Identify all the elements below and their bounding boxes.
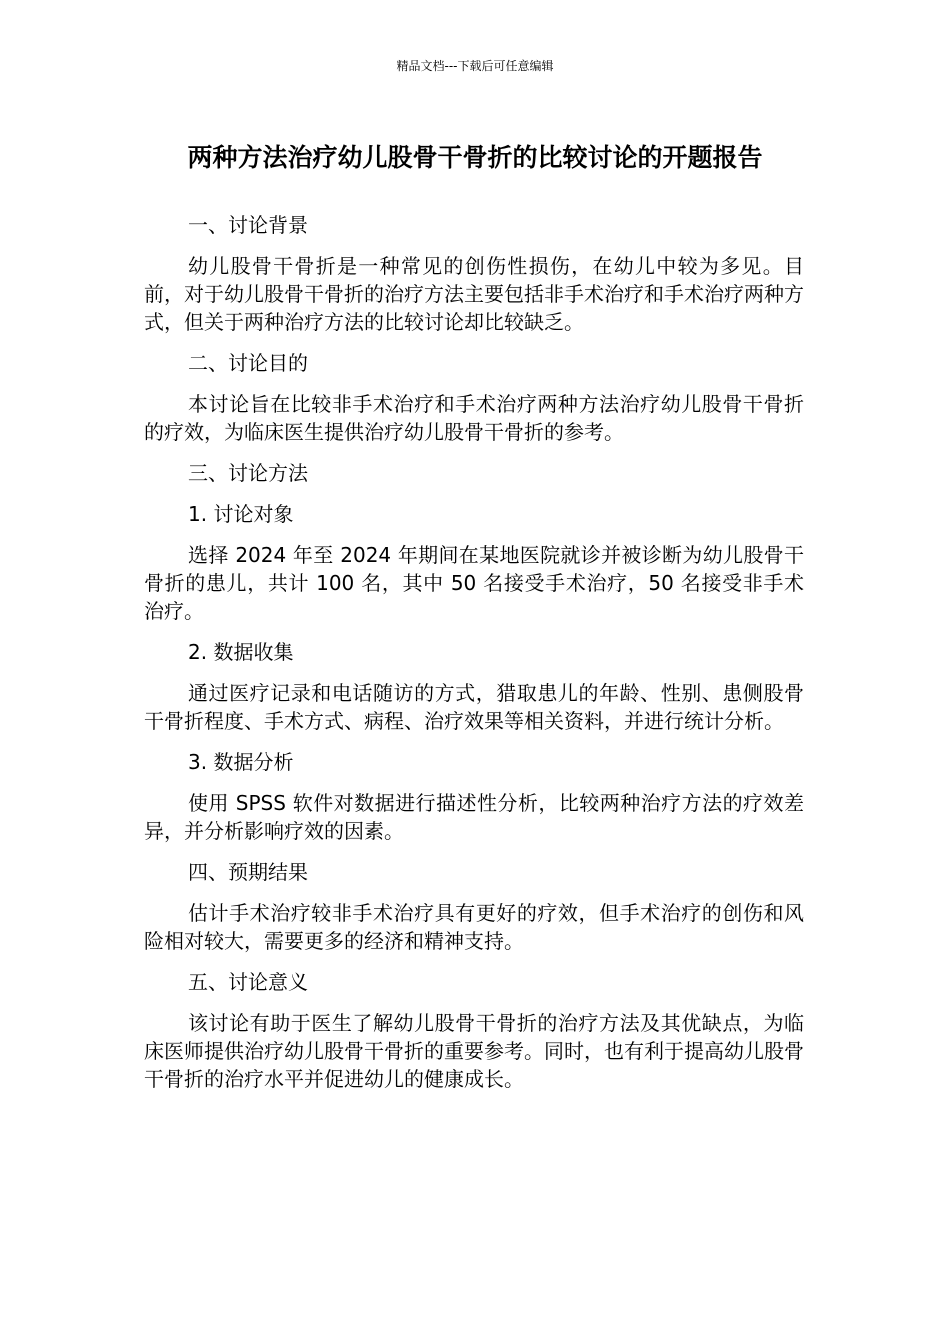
subheading-collection: 2. 数据收集 [188, 640, 294, 664]
section-heading-purpose: 二、讨论目的 [188, 351, 308, 375]
paragraph-significance: 该讨论有助于医生了解幼儿股骨干骨折的治疗方法及其优缺点，为临床医师提供治疗幼儿股骨干骨折的重要参考。同时，也有利于提高幼儿股骨干骨折的治疗水平并促进幼儿的健康成长。 [144, 1011, 804, 1091]
paragraph-results: 估计手术治疗较非手术治疗具有更好的疗效，但手术治疗的创伤和风险相对较大，需要更多的经济和精神支持。 [144, 901, 804, 953]
header-note: 精品文档---下载后可任意编辑 [396, 59, 554, 73]
document-title: 两种方法治疗幼儿股骨干骨折的比较讨论的开题报告 [187, 143, 763, 172]
paragraph-collection: 通过医疗记录和电话随访的方式，猎取患儿的年龄、性别、患侧股骨干骨折程度、手术方式、病程、治疗效果等相关资料，并进行统计分析。 [144, 681, 804, 733]
paragraph-subjects: 选择 2024 年至 2024 年期间在某地医院就诊并被诊断为幼儿股骨干骨折的患儿，共计 100 名，其中 50 名接受手术治疗，50 名接受非手术治疗。 [144, 543, 804, 623]
section-heading-background: 一、讨论背景 [188, 213, 308, 237]
paragraph-background: 幼儿股骨干骨折是一种常见的创伤性损伤，在幼儿中较为多见。目前，对于幼儿股骨干骨折的治疗方法主要包括非手术治疗和手术治疗两种方式，但关于两种治疗方法的比较讨论却比较缺乏。 [144, 254, 804, 334]
section-heading-method: 三、讨论方法 [188, 461, 308, 485]
section-heading-significance: 五、讨论意义 [188, 970, 308, 994]
paragraph-purpose: 本讨论旨在比较非手术治疗和手术治疗两种方法治疗幼儿股骨干骨折的疗效，为临床医生提供治疗幼儿股骨干骨折的参考。 [144, 392, 804, 444]
subheading-subjects: 1. 讨论对象 [188, 502, 294, 526]
section-heading-results: 四、预期结果 [188, 860, 308, 884]
subheading-analysis: 3. 数据分析 [188, 750, 294, 774]
paragraph-analysis: 使用 SPSS 软件对数据进行描述性分析，比较两种治疗方法的疗效差异，并分析影响疗效的因素。 [144, 791, 804, 843]
document-body [144, 211, 804, 1106]
